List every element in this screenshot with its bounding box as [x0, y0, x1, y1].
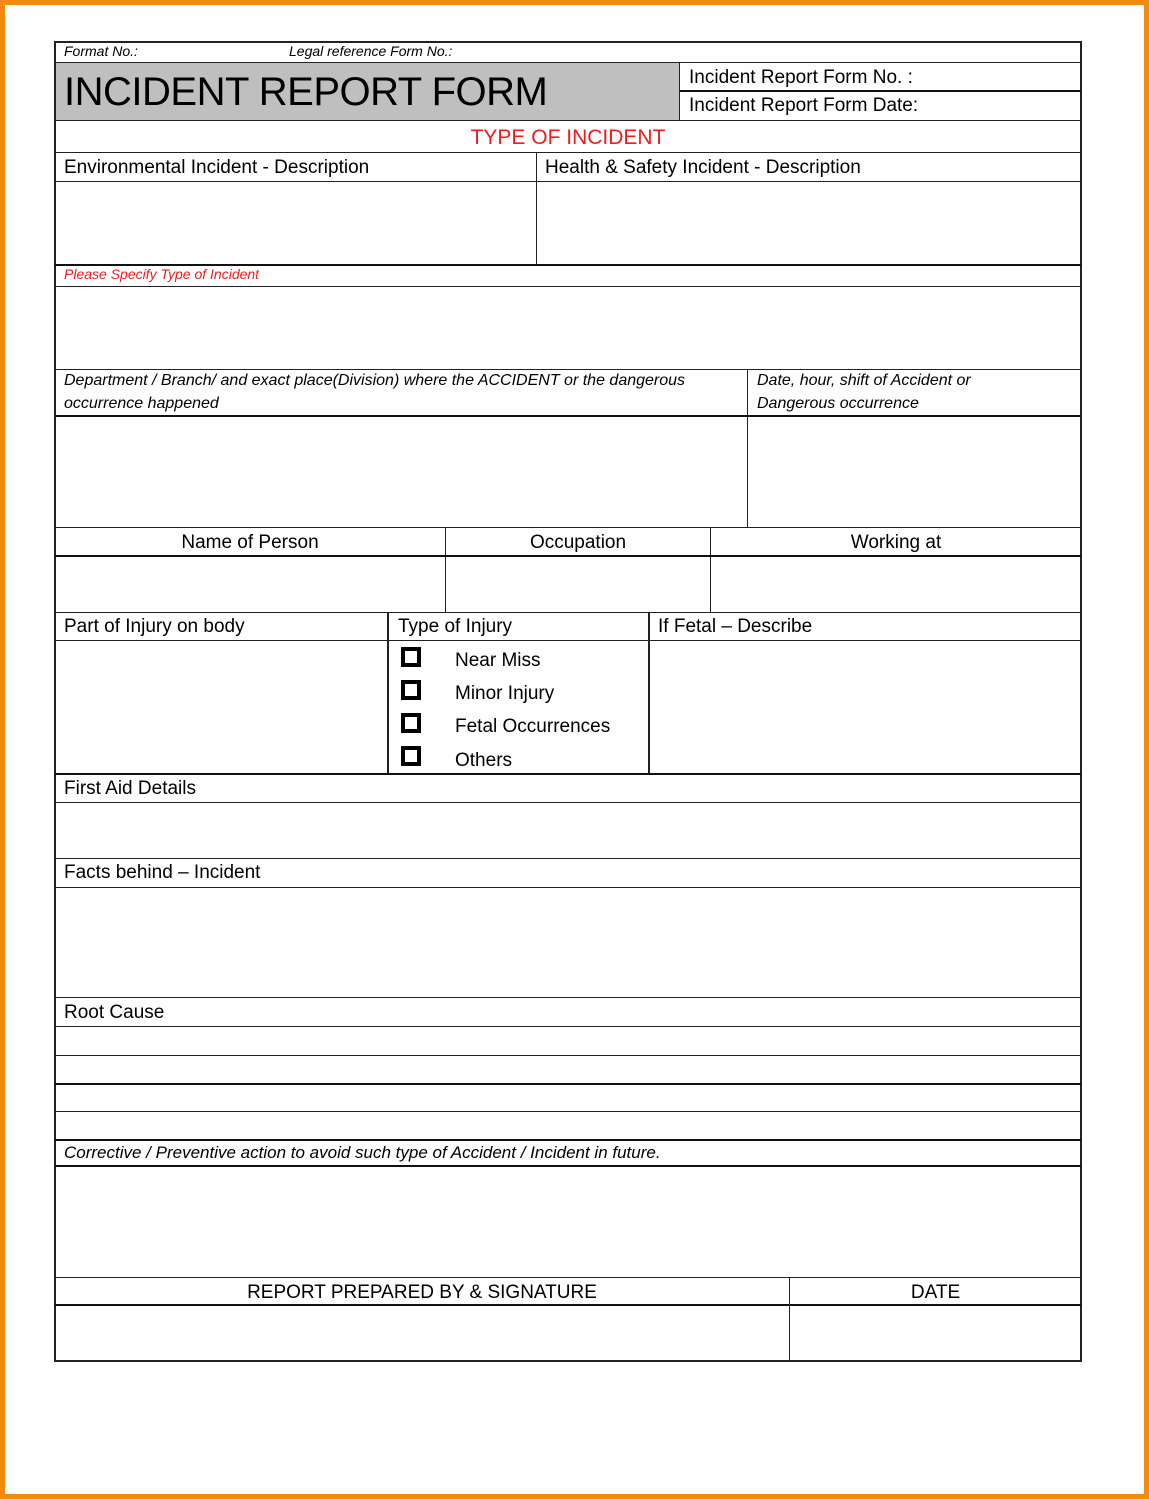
- root-cause-line-3[interactable]: [56, 1086, 1080, 1111]
- root-cause-line-4[interactable]: [56, 1113, 1080, 1138]
- if-fetal-label: If Fetal – Describe: [658, 616, 813, 637]
- divider: [789, 1277, 790, 1361]
- divider: [536, 152, 537, 264]
- divider: [679, 63, 680, 121]
- divider: [55, 1139, 1081, 1141]
- occupation-label: Occupation: [529, 532, 627, 553]
- divider: [55, 887, 1081, 888]
- divider: [55, 1083, 1081, 1085]
- name-of-person-label: Name of Person: [181, 532, 319, 553]
- specify-type-field[interactable]: [56, 288, 1080, 368]
- divider: [55, 858, 1081, 859]
- legal-reference-label: Legal reference Form No.:: [289, 43, 453, 59]
- environmental-description-field[interactable]: [56, 183, 535, 263]
- working-at-label: Working at: [850, 532, 942, 553]
- divider: [648, 612, 650, 774]
- divider: [55, 997, 1081, 998]
- divider: [55, 369, 1081, 370]
- divider: [55, 120, 1081, 121]
- divider: [55, 640, 1081, 641]
- fetal-occurrences-label: Fetal Occurrences: [455, 716, 611, 737]
- divider: [55, 181, 1081, 182]
- divider: [55, 1165, 1081, 1167]
- near-miss-label: Near Miss: [455, 650, 541, 671]
- date-footer-label: DATE: [910, 1282, 961, 1303]
- divider: [55, 527, 1081, 528]
- corrective-action-field[interactable]: [56, 1168, 1080, 1276]
- others-label: Others: [455, 750, 513, 771]
- environmental-incident-label: Environmental Incident - Description: [64, 157, 370, 178]
- divider: [445, 527, 446, 612]
- form-no-field[interactable]: [940, 64, 1080, 90]
- divider: [55, 1026, 1081, 1027]
- occupation-field[interactable]: [447, 558, 709, 611]
- form-no-label: Incident Report Form No. :: [689, 67, 913, 88]
- divider: [55, 802, 1081, 803]
- date-label-line2: Dangerous occurrence: [757, 395, 919, 412]
- format-no-label: Format No.:: [64, 43, 138, 59]
- divider: [55, 1277, 1081, 1278]
- divider: [55, 152, 1081, 153]
- divider: [55, 1055, 1081, 1056]
- signature-date-field[interactable]: [791, 1307, 1080, 1360]
- part-of-injury-field[interactable]: [56, 642, 386, 773]
- form-date-label: Incident Report Form Date:: [689, 95, 919, 116]
- root-cause-line-1[interactable]: [56, 1028, 1080, 1054]
- divider: [55, 773, 1081, 775]
- date-label-line1: Date, hour, shift of Accident or: [757, 372, 971, 389]
- divider: [710, 527, 711, 612]
- divider: [747, 369, 748, 527]
- place-label-line1: Department / Branch/ and exact place(Division) where the ACCIDENT or the dangerous: [64, 372, 686, 389]
- place-label-line2: occurrence happened: [64, 395, 219, 412]
- divider: [55, 612, 1081, 613]
- prepared-by-label: REPORT PREPARED BY & SIGNATURE: [247, 1282, 597, 1303]
- date-hour-shift-field[interactable]: [749, 418, 1080, 526]
- part-of-injury-label: Part of Injury on body: [64, 616, 245, 637]
- form-title: INCIDENT REPORT FORM: [64, 70, 548, 114]
- divider: [55, 555, 1081, 557]
- signature-field[interactable]: [56, 1307, 788, 1360]
- divider: [55, 1304, 1081, 1306]
- health-safety-incident-label: Health & Safety Incident - Description: [545, 157, 861, 178]
- facts-field[interactable]: [56, 889, 1080, 996]
- type-of-incident-heading: TYPE OF INCIDENT: [470, 126, 666, 149]
- specify-type-label: Please Specify Type of Incident: [64, 266, 260, 282]
- type-of-injury-label: Type of Injury: [398, 616, 513, 637]
- facts-label: Facts behind – Incident: [64, 862, 261, 883]
- first-aid-field[interactable]: [56, 804, 1080, 857]
- divider: [55, 415, 1081, 417]
- corrective-action-label: Corrective / Preventive action to avoid such type of Accident / Incident in future.: [64, 1143, 661, 1162]
- minor-injury-checkbox[interactable]: [401, 680, 421, 700]
- minor-injury-label: Minor Injury: [455, 683, 555, 704]
- name-of-person-field[interactable]: [56, 558, 444, 611]
- first-aid-label: First Aid Details: [64, 778, 196, 799]
- fetal-occurrences-checkbox[interactable]: [401, 713, 421, 733]
- place-field[interactable]: [56, 418, 746, 526]
- others-checkbox[interactable]: [401, 746, 421, 766]
- divider: [387, 612, 389, 774]
- if-fetal-field[interactable]: [651, 642, 1080, 773]
- divider: [55, 286, 1081, 287]
- root-cause-label: Root Cause: [64, 1002, 165, 1023]
- form-date-field[interactable]: [950, 92, 1080, 119]
- near-miss-checkbox[interactable]: [401, 647, 421, 667]
- working-at-field[interactable]: [712, 558, 1080, 611]
- health-safety-description-field[interactable]: [538, 183, 1080, 263]
- root-cause-line-2[interactable]: [56, 1057, 1080, 1082]
- divider: [55, 1111, 1081, 1112]
